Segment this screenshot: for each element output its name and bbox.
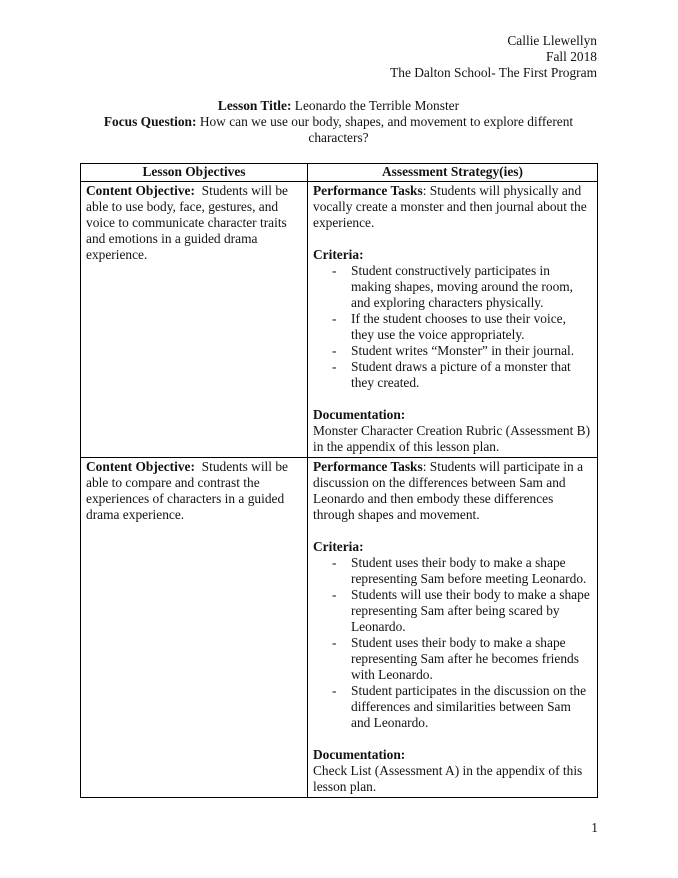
header-author: Callie Llewellyn — [507, 33, 597, 48]
objective-label-row2: Content Objective: — [86, 459, 195, 474]
criteria-item — [313, 635, 591, 683]
objective-content-row2 — [86, 459, 301, 793]
lesson-title-label: Lesson Title: — [217, 98, 292, 113]
assessment-cell-row1 — [308, 182, 598, 458]
lesson-title-text: Leonardo the Terrible Monster — [294, 98, 460, 113]
focus-question-text: How can we use our body, shapes, and movement to explore different characters? — [199, 114, 574, 145]
column-header-lesson-objectives: Lesson Objectives — [81, 164, 308, 182]
header-school: The Dalton School- The First Program — [390, 65, 597, 80]
performance-text-row1: : Students will physically and vocally create a monster and then journal about the experience. — [313, 183, 587, 230]
performance-label-row2: Performance Tasks — [313, 459, 423, 474]
header-term: Fall 2018 — [546, 49, 597, 64]
criteria-text: Student uses their body to make a shape representing Sam after he becomes friends with Leonardo. — [351, 635, 579, 682]
dash-marker: - — [332, 359, 337, 374]
dash-marker: - — [332, 587, 337, 602]
criteria-text: Students will use their body to make a shape representing Sam after being scared by Leonardo. — [351, 587, 590, 634]
criteria-list-row1 — [313, 263, 591, 391]
dash-marker: - — [332, 635, 337, 650]
performance-label-row1: Performance Tasks — [313, 183, 423, 198]
criteria-item — [313, 683, 591, 731]
assessment-content-row1 — [313, 183, 591, 455]
objective-text-row1: Students will be able to use body, face, gestures, and voice to communicate character traits and emotions in a guided drama experience. — [86, 183, 288, 262]
documentation-text-row2: Check List (Assessment A) in the appendix of this lesson plan. — [313, 763, 583, 794]
lesson-title-line — [80, 98, 597, 114]
table-header-row — [81, 164, 598, 182]
criteria-list-row2 — [313, 555, 591, 731]
performance-paragraph-row2 — [313, 459, 591, 523]
performance-paragraph-row1 — [313, 183, 591, 231]
criteria-item — [313, 359, 591, 391]
objective-label-row1: Content Objective: — [86, 183, 195, 198]
objective-cell-row1 — [81, 182, 308, 458]
documentation-label-row2: Documentation: — [313, 747, 406, 762]
documentation-label-row1: Documentation: — [313, 407, 406, 422]
criteria-text: Student draws a picture of a monster that they created. — [351, 359, 571, 390]
dash-marker: - — [332, 683, 337, 698]
criteria-text: Student uses their body to make a shape representing Sam before meeting Leonardo. — [351, 555, 587, 586]
performance-text-row2: : Students will participate in a discussion on the differences between Sam and Leonardo and then embody these differences through shapes and movement. — [313, 459, 584, 522]
criteria-text: Student participates in the discussion on the differences and similarities between Sam and Leonardo. — [351, 683, 587, 730]
lesson-plan-table — [80, 163, 598, 798]
table-row — [81, 182, 598, 458]
criteria-text: If the student chooses to use their voice, they use the voice appropriately. — [351, 311, 566, 342]
dash-marker: - — [332, 555, 337, 570]
dash-marker: - — [332, 263, 337, 278]
criteria-text: Student constructively participates in making shapes, moving around the room, and exploring characters physically. — [351, 263, 574, 310]
criteria-item — [313, 343, 591, 359]
title-block — [80, 98, 597, 146]
criteria-text: Student writes “Monster” in their journal. — [351, 343, 575, 358]
objective-text-row2: Students will be able to compare and contrast the experiences of characters in a guided drama experience. — [86, 459, 288, 522]
dash-marker: - — [332, 343, 337, 358]
assessment-cell-row2 — [308, 458, 598, 798]
page-number: 1 — [591, 820, 598, 835]
dash-marker: - — [332, 311, 337, 326]
focus-question-label: Focus Question: — [103, 114, 197, 129]
criteria-label-row2: Criteria: — [313, 539, 364, 554]
assessment-content-row2 — [313, 459, 591, 795]
column-header-assessment-strategies: Assessment Strategy(ies) — [308, 164, 598, 182]
criteria-item — [313, 555, 591, 587]
focus-question-line — [80, 114, 597, 146]
documentation-text-row1: Monster Character Creation Rubric (Assessment B) in the appendix of this lesson plan. — [313, 423, 591, 454]
criteria-label-row1: Criteria: — [313, 247, 364, 262]
criteria-item — [313, 263, 591, 311]
criteria-item — [313, 587, 591, 635]
document-header — [80, 33, 597, 81]
objective-content-row1 — [86, 183, 301, 449]
objective-cell-row2 — [81, 458, 308, 798]
table-row — [81, 458, 598, 798]
criteria-item — [313, 311, 591, 343]
